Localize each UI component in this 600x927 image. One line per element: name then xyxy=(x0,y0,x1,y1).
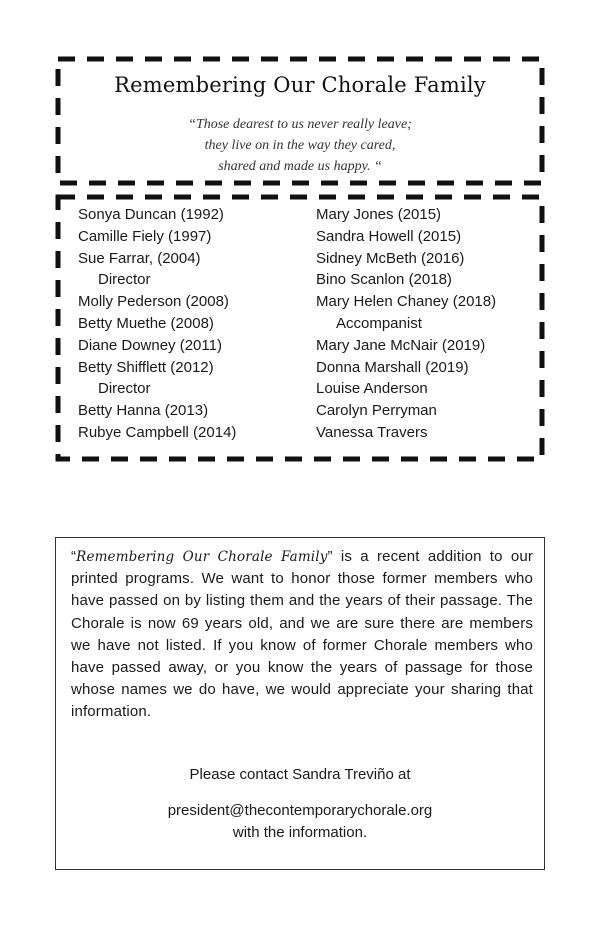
name-entry: Molly Pederson (2008) xyxy=(78,293,229,311)
quote-line-3: shared and made us happy. “ xyxy=(218,159,382,174)
closing-line: with the information. xyxy=(232,824,368,841)
name-role: Accompanist xyxy=(336,314,422,332)
memorial-quote xyxy=(55,114,545,177)
memorial-header-frame xyxy=(55,56,545,186)
name-entry: Camille Fiely (1997) xyxy=(78,227,212,245)
info-box xyxy=(55,537,545,870)
memorial-names-frame xyxy=(55,194,545,462)
name-entry: Sue Farrar, (2004) xyxy=(78,249,201,267)
name-entry: Sandra Howell (2015) xyxy=(316,227,462,245)
name-entry: Sidney McBeth (2016) xyxy=(316,249,465,267)
info-paragraph-text: ” is a recent addition to our printed programs. We want to honor those former members who have passed on by listing them and the years of their passage. The Chorale is now 69 years old, and we are sure there are members we have not listed. If you know of former Chorale members who have passed away, or you know the years of passage for those whose names we do have, we would appreciate your sharing that information. xyxy=(71,548,533,721)
name-entry: Vanessa Travers xyxy=(316,423,428,441)
name-entry: Sonya Duncan (1992) xyxy=(78,206,224,223)
contact-line: Please contact Sandra Treviño at xyxy=(189,766,411,783)
name-entry: Rubye Campbell (2014) xyxy=(78,423,237,441)
open-quote: “ xyxy=(71,548,77,565)
email-address[interactable]: president@thecontemporarychorale.org xyxy=(167,802,433,819)
name-entry: Carolyn Perryman xyxy=(316,402,437,420)
names-left-column xyxy=(78,204,236,444)
name-entry: Betty Hanna (2013) xyxy=(78,402,209,420)
name-entry: Betty Shifflett (2012) xyxy=(78,358,214,376)
name-entry: Betty Muethe (2008) xyxy=(78,314,214,332)
quote-line-1: “Those dearest to us never really leave; xyxy=(188,117,412,132)
name-role: Director xyxy=(98,271,151,289)
info-italic-title: Remembering Our Chorale Family xyxy=(76,549,328,565)
info-paragraph xyxy=(71,546,533,724)
name-role: Director xyxy=(98,380,151,398)
names-right-column xyxy=(316,204,496,444)
name-entry: Diane Downey (2011) xyxy=(78,336,222,354)
name-entry: Mary Jane McNair (2019) xyxy=(316,336,486,354)
name-entry: Louise Anderson xyxy=(316,380,428,398)
email-block xyxy=(56,800,544,844)
name-entry: Mary Jones (2015) xyxy=(316,206,442,223)
name-entry: Donna Marshall (2019) xyxy=(316,358,469,376)
name-entry: Bino Scanlon (2018) xyxy=(316,271,452,289)
quote-line-2: they live on in the way they cared, xyxy=(204,138,396,153)
memorial-title: Remembering Our Chorale Family xyxy=(114,73,486,97)
name-entry: Mary Helen Chaney (2018) xyxy=(316,293,497,311)
